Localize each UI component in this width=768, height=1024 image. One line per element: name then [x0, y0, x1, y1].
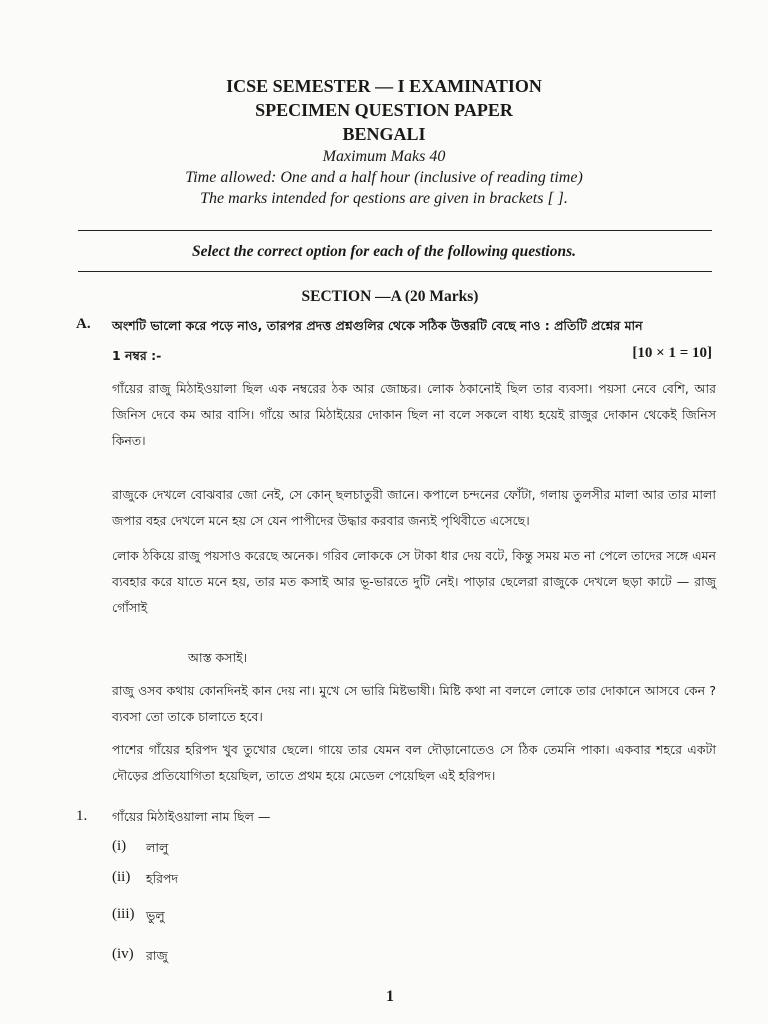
- exam-title: ICSE SEMESTER — I EXAMINATION: [226, 76, 542, 96]
- passage-paragraph: রাজু ওসব কথায় কোনদিনই কান দেয় না। মুখে সে ভারি মিষ্টভাষী। মিষ্টি কথা না বললে লোকে তার দোকানে আসবে কেন ? ব্যবসা তো তাকে চালাতে হবে।: [112, 683, 716, 724]
- option-text: ভুলু: [146, 908, 165, 923]
- passage-paragraph: রাজুকে দেখলে বোঝবার জো নেই, সে কোন্ ছলচাতুরী জানে। কপালে চন্দনের ফোঁটা, গলায় তুলসীর মালা আর তার মালা জপার বহর দেখলে মনে হয় সে যেন পাপীদের উদ্ধার করবার জন্যই পৃথিবীতে এসেছে।: [112, 487, 716, 528]
- marks-note: The marks intended for qestions are given in brackets [ ].: [200, 190, 568, 207]
- paper-subtitle: SPECIMEN QUESTION PAPER: [255, 100, 513, 120]
- passage-rhyme: আস্ত কসাই।: [188, 650, 248, 665]
- subject-title: BENGALI: [342, 124, 426, 144]
- option-label: (iv): [112, 946, 134, 962]
- section-title: SECTION —A (20 Marks): [301, 288, 479, 305]
- passage-paragraph: গাঁয়ের রাজু মিঠাইওয়ালা ছিল এক নম্বরের ঠক আর জোচ্চর। লোক ঠকানোই ছিল তার ব্যবসা। পয়সা নেবে বেশি, আর জিনিস দেবে কম আর বাসি। গাঁয়ে আর মিঠাইয়ের দোকান ছিল না বলে সকলে বাধ্য হয়েই রাজুর দোকান থেকেই জিনিস কিনত।: [112, 381, 716, 448]
- option-text: রাজু: [146, 948, 168, 963]
- option-label: (iii): [112, 906, 135, 922]
- option-label: (i): [112, 838, 127, 854]
- question-number: 1.: [76, 808, 88, 824]
- option-text: হরিপদ: [146, 871, 179, 886]
- section-instruction-marks-label: 1 নম্বর :-: [112, 348, 162, 363]
- section-marks: [10 × 1 = 10]: [632, 345, 712, 361]
- paper-header: [0, 74, 768, 209]
- passage-paragraph: পাশের গাঁয়ের হরিপদ খুব তুখোর ছেলে। গায়ে তার যেমন বল দৌড়ানোতেও সে ঠিক তেমনি পাকা। একবার শহরে একটা দৌড়ের প্রতিযোগিতা হয়েছিল, তাতে প্রথম হয়ে মেডেল পেয়েছিল এই হরিপদ।: [112, 742, 716, 783]
- time-allowed: Time allowed: One and a half hour (inclusive of reading time): [185, 169, 583, 186]
- section-letter: A.: [76, 316, 91, 332]
- general-instruction: Select the correct option for each of the following questions.: [191, 243, 577, 260]
- top-divider: [78, 230, 712, 231]
- option-label: (ii): [112, 869, 131, 885]
- section-instruction: অংশটি ভালো করে পড়ে নাও, তারপর প্রদত্ত প্রশ্নগুলির থেকে সঠিক উত্তরটি বেছে নাও : প্রতিটি প্রশ্নের মান: [112, 318, 643, 333]
- question-text: গাঁয়ের মিঠাইওয়ালা নাম ছিল —: [112, 809, 271, 824]
- option-text: লালু: [146, 840, 169, 855]
- passage-paragraph: লোক ঠকিয়ে রাজু পয়সাও করেছে অনেক। গরিব লোককে সে টাকা ধার দেয় বটে, কিন্তু সময় মত না পেলে তাদের সঙ্গে এমন ব্যবহার করে যাতে মনে হয়, তার মত কসাই আর ভূ-ভারতে দুটি নেই। পাড়ার ছেলেরা রাজুকে দেখলে ছড়া কাটে — রাজু গোঁসাই: [112, 548, 716, 615]
- bottom-divider: [78, 271, 712, 272]
- page-number: 1: [386, 988, 394, 1005]
- max-marks: Maximum Maks 40: [322, 148, 446, 165]
